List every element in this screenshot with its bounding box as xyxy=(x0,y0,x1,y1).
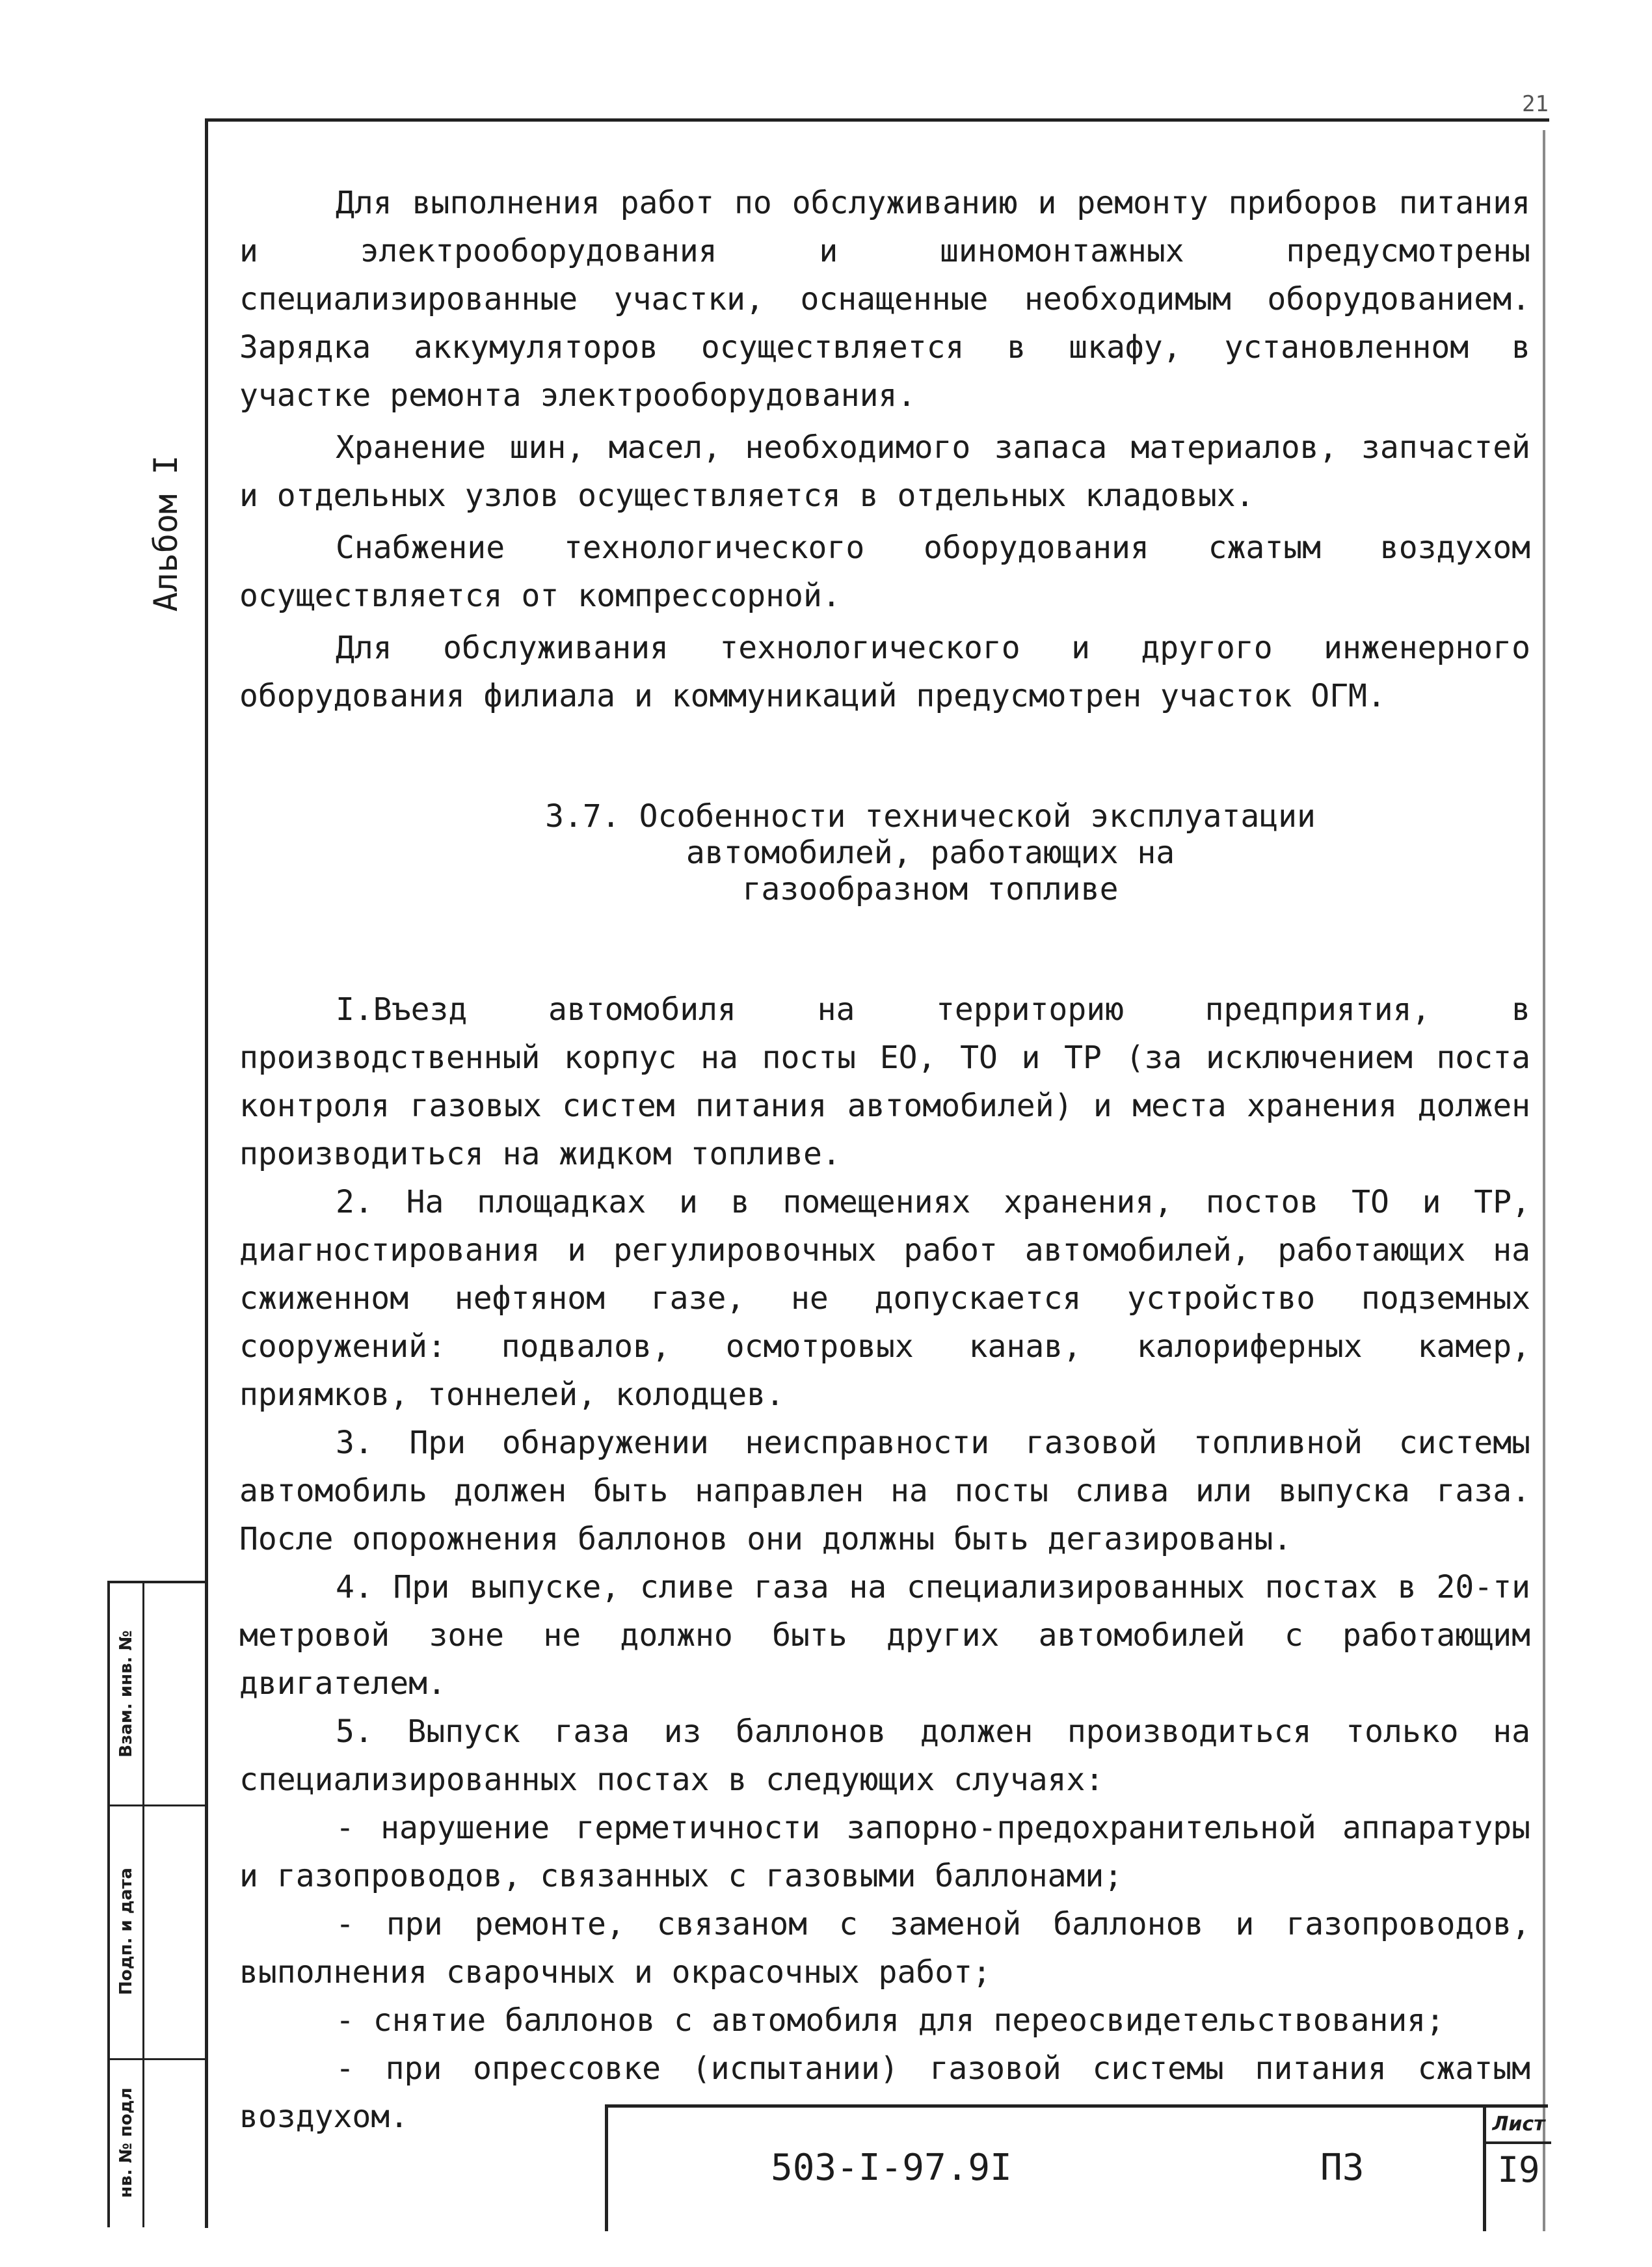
list-item: 5. Выпуск газа из баллонов должен производиться только на специализированных постах в следующих случаях: xyxy=(239,1713,1530,1798)
sheet-number: I9 xyxy=(1497,2149,1540,2190)
paragraph: Хранение шин, масел, необходимого запаса материалов, запчастей и отдельных узлов осуществляется в отдельных кладовых. xyxy=(239,429,1530,514)
list-item: 4. При выпуске, сливе газа на специализированных постах в 20-ти метровой зоне не должно быть других автомобилей с работающим двигателем. xyxy=(239,1569,1530,1702)
sheet-box xyxy=(1483,2108,1551,2231)
bullet-item: - нарушение герметичности запорно-предохранительной аппаратуры и газопроводов, связанных с газовыми баллонами; xyxy=(239,1810,1530,1894)
stamp-cell-vzam xyxy=(110,1583,142,1806)
document-code: 503-I-97.9I xyxy=(771,2147,1012,2189)
list-item: 2. На площадках и в помещениях хранения, постов ТО и ТР, диагностирования и регулировочных работ автомобилей, работающих на сжиженном нефтяном газе, не допускается устройство подземных сооружений: подвалов, осмотровых канав, калориферных камер, приямков, тоннелей, колодцев. xyxy=(239,1184,1530,1413)
paragraph: Для выполнения работ по обслуживанию и ремонту приборов питания и электрооборудования и шиномонтажных предусмотрены специализированные участки, оснащенные необходимым оборудованием. Зарядка аккумуляторов осуществляется в шкафу, установленном в участке ремонта электрооборудования. xyxy=(239,185,1530,414)
stamp-label: Подп. и дата xyxy=(116,1868,137,1995)
list-item: 3. При обнаружении неисправности газовой топливной системы автомобиль должен быть направлен на посты слива или выпуска газа. После опорожнения баллонов они должны быть дегазированы. xyxy=(239,1425,1530,1557)
sheet-label: Лист xyxy=(1486,2108,1551,2144)
stamp-divider xyxy=(142,1804,207,1806)
bullet-item: - при опрессовке (испытании) газовой системы питания сжатым воздухом. xyxy=(239,2050,1530,2135)
bullet-item: - снятие баллонов с автомобиля для переосвидетельствования; xyxy=(336,2002,1445,2039)
approval-stamp xyxy=(107,1581,207,2227)
document-body xyxy=(239,179,1530,2141)
section-heading xyxy=(239,798,1530,907)
stamp-cell-inv xyxy=(110,2058,142,2227)
corner-mark: 21 xyxy=(1522,91,1549,117)
paragraph: Снабжение технологического оборудования сжатым воздухом осуществляется от компрессорной. xyxy=(239,530,1530,614)
album-label: Альбом I xyxy=(147,455,185,612)
section-heading-line: газообразном топливе xyxy=(742,871,1119,907)
stamp-label: нв. № подл xyxy=(116,2087,137,2198)
bullet-item: - при ремонте, связаном с заменой баллонов и газопроводов, выполнения сварочных и окрасочных работ; xyxy=(239,1906,1530,1991)
page-frame-right-edge xyxy=(1543,130,1545,2231)
stamp-divider xyxy=(142,2058,207,2060)
stamp-label: Взам. инв. № xyxy=(116,1630,136,1758)
stamp-cell-podp xyxy=(110,1804,142,2060)
title-block xyxy=(605,2104,1548,2231)
section-heading-line: автомобилей, работающих на xyxy=(686,835,1175,871)
list-item: I.Въезд автомобиля на территорию предприятия, в производственный корпус на посты ЕО, ТО и ТР (за исключением поста контроля газовых систем питания автомобилей) и места хранения должен производиться на жидком топливе. xyxy=(239,991,1530,1172)
section-heading-line: 3.7. Особенности технической эксплуатации xyxy=(545,798,1316,835)
paragraph: Для обслуживания технологического и другого инженерного оборудования филиала и коммуникаций предусмотрен участок ОГМ. xyxy=(239,630,1530,714)
document-type: ПЗ xyxy=(1320,2147,1365,2189)
